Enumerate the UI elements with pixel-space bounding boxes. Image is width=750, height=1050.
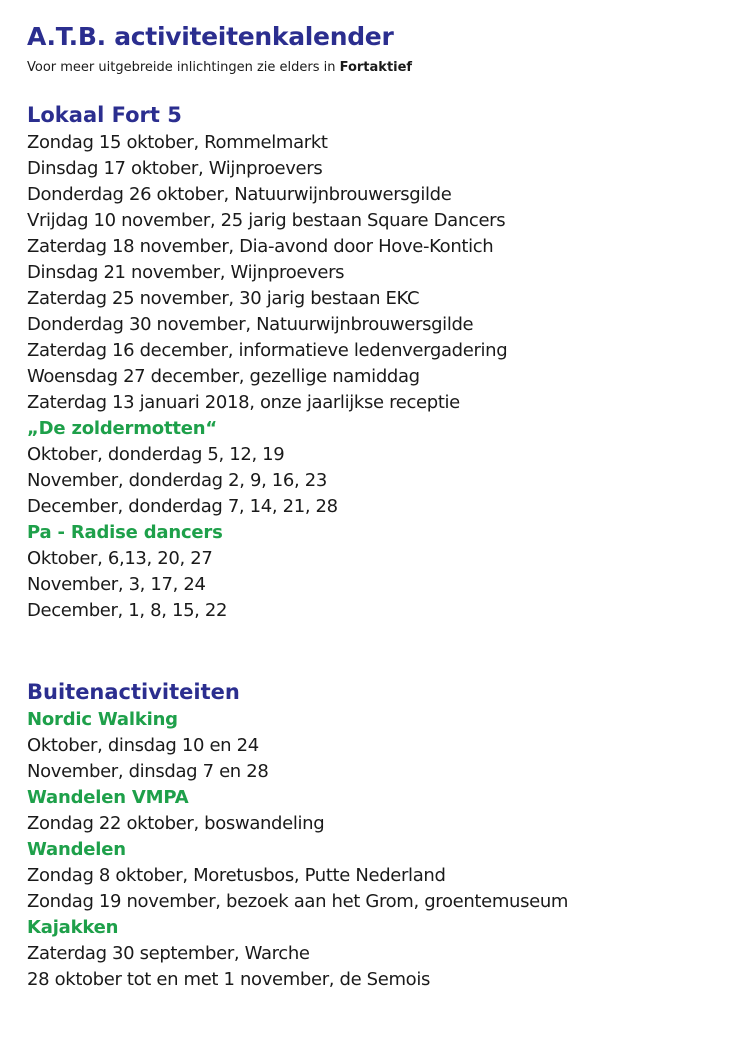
group-title: Wandelen VMPA bbox=[27, 787, 189, 808]
event-item: Zaterdag 25 november, 30 jarig bestaan EKC bbox=[27, 288, 420, 309]
event-item: Donderdag 30 november, Natuurwijnbrouwersgilde bbox=[27, 314, 474, 335]
event-item: Dinsdag 21 november, Wijnproevers bbox=[27, 262, 345, 283]
group-date: Zondag 8 oktober, Moretusbos, Putte Nederland bbox=[27, 865, 446, 886]
group-date: Zondag 22 oktober, boswandeling bbox=[27, 813, 325, 834]
event-item: Zaterdag 18 november, Dia-avond door Hove-Kontich bbox=[27, 236, 494, 257]
group-date: November, donderdag 2, 9, 16, 23 bbox=[27, 470, 327, 491]
event-item: Zondag 15 oktober, Rommelmarkt bbox=[27, 132, 328, 153]
group-nordic-walking bbox=[27, 707, 737, 785]
group-date: Zaterdag 30 september, Warche bbox=[27, 943, 310, 964]
event-item: Donderdag 26 oktober, Natuurwijnbrouwersgilde bbox=[27, 184, 452, 205]
subtitle-publication: Fortaktief bbox=[339, 60, 413, 75]
event-item: Woensdag 27 december, gezellige namiddag bbox=[27, 366, 420, 387]
group-date: Zondag 19 november, bezoek aan het Grom, groentemuseum bbox=[27, 891, 569, 912]
group-date: 28 oktober tot en met 1 november, de Semois bbox=[27, 969, 430, 990]
group-date: December, donderdag 7, 14, 21, 28 bbox=[27, 496, 338, 517]
section-buitenactiviteiten bbox=[27, 677, 737, 993]
event-list bbox=[27, 130, 737, 416]
section-title: Buitenactiviteiten bbox=[27, 680, 240, 704]
group-title: Nordic Walking bbox=[27, 709, 178, 730]
event-item: Dinsdag 17 oktober, Wijnproevers bbox=[27, 158, 323, 179]
group-kajakken bbox=[27, 915, 737, 993]
group-date: November, 3, 17, 24 bbox=[27, 574, 206, 595]
subtitle-text: Voor meer uitgebreide inlichtingen zie elders in bbox=[27, 60, 340, 75]
event-item: Zaterdag 13 januari 2018, onze jaarlijkse receptie bbox=[27, 392, 460, 413]
page-title: A.T.B. activiteitenkalender bbox=[27, 22, 394, 51]
group-pa-radise-dancers bbox=[27, 520, 737, 624]
event-item: Zaterdag 16 december, informatieve ledenvergadering bbox=[27, 340, 508, 361]
page-subtitle bbox=[27, 60, 412, 75]
group-wandelen bbox=[27, 837, 737, 915]
group-title: „De zoldermotten“ bbox=[27, 418, 218, 439]
group-zoldermotten bbox=[27, 416, 737, 520]
group-date: Oktober, donderdag 5, 12, 19 bbox=[27, 444, 285, 465]
group-title: Pa - Radise dancers bbox=[27, 522, 223, 543]
group-date: November, dinsdag 7 en 28 bbox=[27, 761, 269, 782]
section-lokaal-fort-5 bbox=[27, 100, 737, 624]
group-date: December, 1, 8, 15, 22 bbox=[27, 600, 228, 621]
group-date: Oktober, dinsdag 10 en 24 bbox=[27, 735, 259, 756]
group-title: Wandelen bbox=[27, 839, 126, 860]
group-title: Kajakken bbox=[27, 917, 119, 938]
group-wandelen-vmpa bbox=[27, 785, 737, 837]
section-title: Lokaal Fort 5 bbox=[27, 103, 182, 127]
group-date: Oktober, 6,13, 20, 27 bbox=[27, 548, 213, 569]
event-item: Vrijdag 10 november, 25 jarig bestaan Square Dancers bbox=[27, 210, 506, 231]
